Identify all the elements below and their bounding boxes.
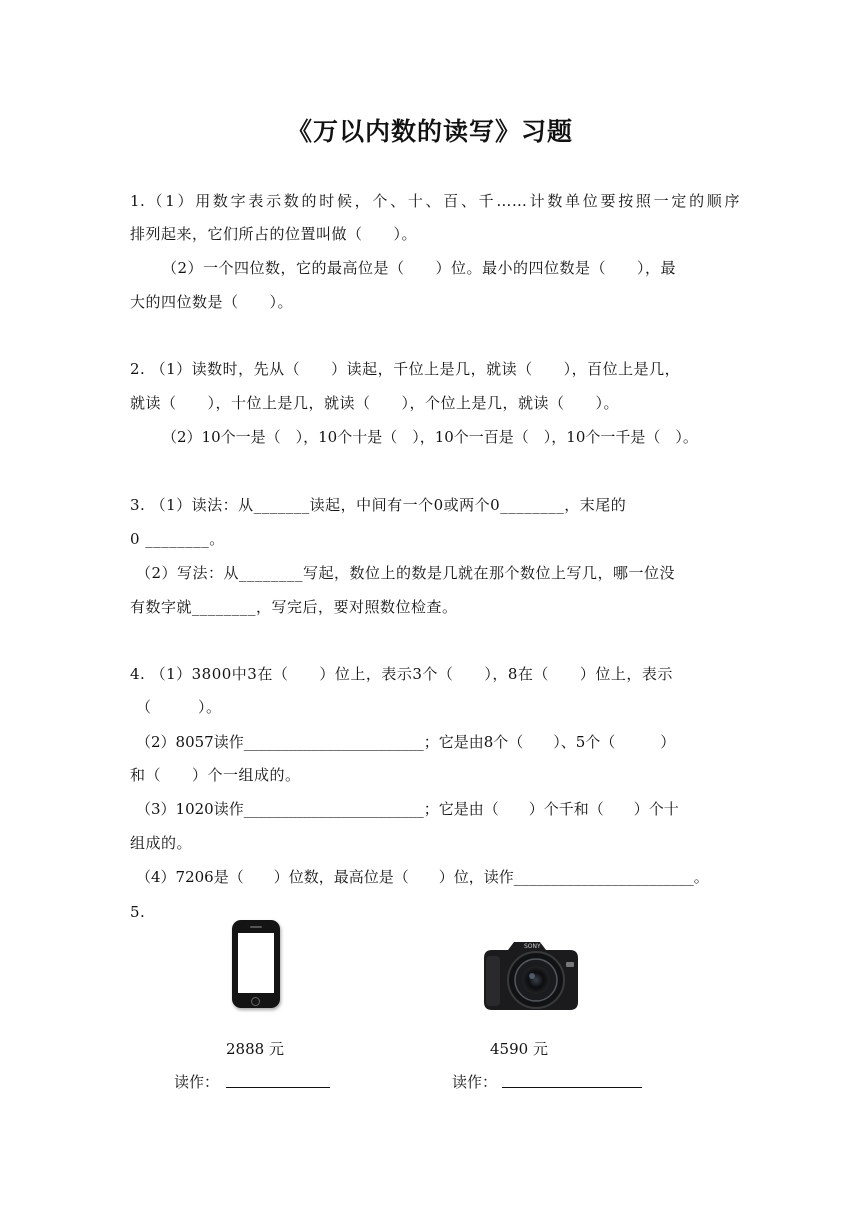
phone-image bbox=[232, 920, 280, 1008]
q4-line-3: （2）8057读作________________________；它是由8个（ ）、5个（ ） bbox=[136, 733, 676, 751]
q2-line-3: （2）10个一是（ ），10个十是（ ），10个一百是（ ），10个一千是（ ）。 bbox=[162, 428, 698, 446]
q3-line-1: 3. （1）读法：从_______读起，中间有一个0或两个0________，末尾的 bbox=[130, 496, 627, 514]
phone-speaker bbox=[250, 926, 262, 928]
q3-line-4: 有数字就________，写完后，要对照数位检查。 bbox=[130, 598, 458, 616]
phone-read-label: 读作： bbox=[174, 1073, 220, 1091]
q5-number: 5. bbox=[130, 903, 146, 921]
q4-line-7: （4）7206是（ ）位数，最高位是（ ）位，读作________________________。 bbox=[136, 868, 709, 886]
camera-price: 4590 元 bbox=[490, 1040, 548, 1058]
q1-line-2: 排列起来，它们所占的位置叫做（ ）。 bbox=[130, 225, 418, 243]
q4-line-4: 和（ ）个一组成的。 bbox=[130, 766, 301, 784]
camera-read-label: 读作： bbox=[452, 1073, 498, 1091]
phone-answer-line[interactable] bbox=[226, 1087, 330, 1088]
camera-brand: SONY bbox=[524, 943, 541, 950]
q4-line-1: 4. （1）3800中3在（ ）位上，表示3个（ ），8在（ ）位上，表示 bbox=[130, 665, 673, 683]
q4-line-5: （3）1020读作________________________；它是由（ ）个千和（ ）个十 bbox=[136, 800, 679, 818]
camera-image bbox=[478, 936, 582, 1016]
q3-line-3: （2）写法：从________写起，数位上的数是几就在那个数位上写几，哪一位没 bbox=[136, 564, 676, 582]
phone-home-button bbox=[251, 997, 260, 1006]
q4-line-2: （ ）。 bbox=[136, 698, 222, 716]
phone-price: 2888 元 bbox=[226, 1040, 284, 1058]
q1-line-3: （2）一个四位数，它的最高位是（ ）位。最小的四位数是（ ），最 bbox=[162, 259, 677, 277]
q2-line-2: 就读（ ），十位上是几，就读（ ），个位上是几，就读（ ）。 bbox=[130, 394, 620, 412]
q4-line-6: 组成的。 bbox=[130, 834, 193, 852]
q1-line-1: 1.（1）用数字表示数的时候，个、十、百、千……计数单位要按照一定的顺序 bbox=[130, 192, 740, 210]
q2-line-1: 2. （1）读数时，先从（ ）读起，千位上是几，就读（ ），百位上是几， bbox=[130, 360, 681, 378]
page-title: 《万以内数的读写》习题 bbox=[286, 117, 573, 146]
phone-screen bbox=[238, 933, 274, 993]
q1-line-4: 大的四位数是（ ）。 bbox=[130, 293, 294, 311]
q3-line-2: 0 ________。 bbox=[130, 530, 225, 548]
camera-answer-line[interactable] bbox=[502, 1087, 642, 1088]
